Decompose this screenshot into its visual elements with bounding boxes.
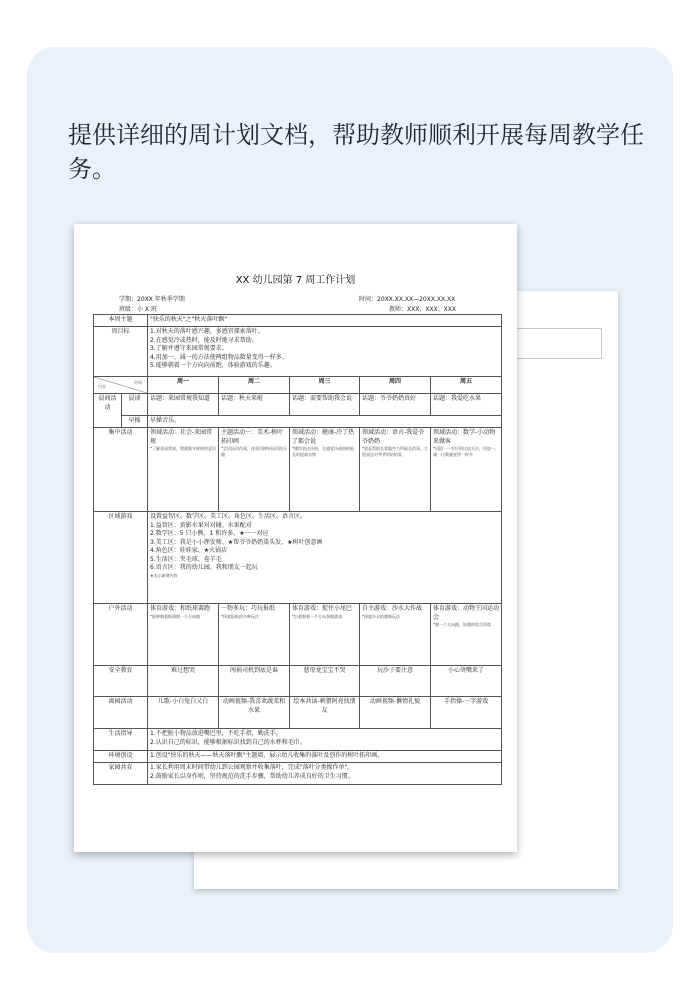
talk-fri: 话题：我爱吃水果 [431, 394, 502, 416]
morning-label: 晨间活动 [94, 394, 122, 428]
zone-item: 2.数学区：5 只小熊、1 和许多、★一一对应 [150, 530, 269, 537]
group-title: 领域活动：数学-小动物来做客 [433, 429, 496, 445]
outdoor-row [94, 604, 502, 666]
outdoor-note: *探索沙水的趣味玩法 [362, 613, 401, 619]
safety-thu: 玩沙子要注意 [360, 666, 431, 697]
group-activity-row [94, 428, 502, 512]
talk-tue: 话题：秋天来啦 [219, 394, 290, 416]
teacher-label: 教师：XXX、XXX、XXX [389, 306, 456, 313]
morning-talk-row [94, 394, 502, 416]
group-title: 领域活动：语言-我爱爷爷奶奶 [362, 429, 425, 445]
talk-mon: 话题：来园常规我知道 [148, 394, 219, 416]
leave-mon: 儿歌-小白兔白又白 [148, 697, 219, 729]
time-label: 时间：20XX.XX.XX—20XX.XX.XX [359, 296, 456, 303]
env-label: 环境创设 [94, 751, 148, 763]
morning-exercise-row [94, 416, 502, 428]
talk-label: 晨谈 [122, 394, 148, 416]
group-note: *了解来园常规，增强集守规则的意识 [150, 446, 217, 451]
zone-item: 6.语言区：我的幼儿园、我和朋友一起玩 [150, 564, 258, 571]
group-mon [148, 428, 219, 512]
outdoor-wed [290, 604, 360, 666]
theme-label: 本周主题 [94, 315, 148, 327]
goal-item: 2.在感觉冷或热时，能及时地寻求帮助。 [150, 336, 258, 344]
group-note: *尝试拓印作画，体验用树叶拓印的乐趣 [221, 446, 288, 457]
home-row [94, 763, 502, 785]
days-header-row [94, 377, 502, 394]
outdoor-note: *能够朝着纸球朝一个方向跑 [150, 613, 201, 619]
goals-label: 周目标 [94, 327, 148, 377]
talk-thu: 话题：爷爷奶奶真好 [360, 394, 431, 416]
life-row [94, 729, 502, 751]
back-page-box [516, 328, 602, 359]
outdoor-title: 体育游戏：和纸球赛跑 [150, 605, 211, 612]
leave-thu: 动画视频-懒惰礼貌 [360, 697, 431, 729]
group-label: 集中活动 [94, 428, 148, 512]
life-item: 1.不把脏小物品放进嘴巴里，不吃手指，勤洗手。 [150, 730, 282, 737]
zone-item: 4.角色区：娃娃家、★火锅店 [150, 547, 228, 554]
talk-wed: 话题：需要帮助我会说 [290, 394, 360, 416]
zone-item: 设置益智区、数学区、美工区、角色区、生活区、语言区。 [150, 513, 307, 520]
home-item: 2.鼓励家长以身作则，坚持规范的洗手步骤，帮助幼儿养成良好的卫生习惯。 [150, 772, 354, 780]
outdoor-title: 自主游戏：沙水大作战 [362, 605, 423, 612]
leave-wed: 绘本共读-刺猬阿亮找朋友 [290, 697, 360, 729]
leave-row [94, 697, 502, 729]
outdoor-tue [219, 604, 290, 666]
exercise-label: 早操 [122, 416, 148, 428]
day-fri: 周五 [431, 377, 502, 394]
outdoor-note: *朝一个方向跑，钻爬的综合训练 [433, 622, 492, 627]
zone-footnote: ★表示新增内容 [150, 572, 178, 578]
safety-row [94, 666, 502, 697]
group-title: 主题活动一：美术-树叶拓印画 [221, 429, 284, 445]
life-cell [148, 729, 502, 751]
outdoor-label: 户外活动 [94, 604, 148, 666]
zone-label: 区域游戏 [94, 512, 148, 604]
class-label: 班级：小 X 班 [119, 306, 157, 313]
day-thu: 周四 [360, 377, 431, 394]
env-row [94, 751, 502, 763]
goal-item: 3.了解并遵守来园常规要求。 [150, 345, 228, 352]
headline: 提供详细的周计划文档，帮助教师顺利开展每周教学任务。 [68, 121, 644, 183]
header-time: 时间 [134, 380, 143, 385]
day-wed: 周三 [290, 377, 360, 394]
leave-fri: 手指操-一字游戏 [431, 697, 502, 729]
safety-tue: 闯祸司机到底是谁 [219, 666, 290, 697]
goals-cell [148, 327, 502, 377]
zone-cell [148, 512, 502, 604]
outdoor-note: *沿着朝着一个方向奔跑游戏 [292, 613, 343, 619]
home-label: 家园共育 [94, 763, 148, 785]
life-item: 2.认识自己的标识，能够根据标识找到自己的水杯和毛巾。 [150, 738, 306, 746]
theme-value: "快乐的秋天"之"秋天落叶飘" [148, 315, 502, 327]
safety-wed: 慈母龙宝宝不哭 [290, 666, 360, 697]
diagonal-header-cell [94, 377, 148, 394]
leave-label: 离园活动 [94, 697, 148, 729]
env-value: 1.创设"快乐的秋天——秋天落叶飘"主题墙，展示幼儿收集的落叶及创作的树叶拓印画。 [148, 751, 502, 763]
theme-row [94, 315, 502, 327]
home-item: 1.家长利用周末时间带幼儿到公园观察并收集落叶，完成"落叶分类操作单"。 [150, 764, 354, 771]
group-title: 领域活动：社会-来园常规 [150, 429, 213, 445]
outdoor-note: *探索报纸的多种玩法 [221, 613, 260, 619]
outdoor-title: 体育游戏：捉住小尾巴 [292, 605, 353, 612]
group-note: *懂得表达冷热，在感觉冷或热时能及时提减衣物 [292, 446, 355, 457]
goal-item: 5.能够朝着一个方向向前跑，体验游戏的乐趣。 [150, 362, 276, 369]
day-mon: 周一 [148, 377, 219, 394]
group-fri [431, 428, 502, 512]
zone-item: 5.生活区：夹毛球、卷羊毛 [150, 555, 222, 563]
group-note: *愿意帮助长辈做些力所能及的事，大胆表达对爷爷奶奶的爱 [362, 446, 429, 457]
zone-item: 3.美工区：我是小小理发师、★帮爷爷奶奶染头发、★树叶创意画 [150, 538, 323, 546]
safety-mon: 难过想哭 [148, 666, 219, 697]
group-wed [290, 428, 360, 512]
semester-label: 学期：20XX 年秋季学期 [119, 296, 185, 303]
front-document-page [74, 224, 517, 852]
safety-label: 安全教育 [94, 666, 148, 697]
home-cell [148, 763, 502, 785]
header-content: 内容 [98, 383, 106, 389]
outdoor-mon [148, 604, 219, 666]
group-note: *巩固一一对应的比较方法，用加一、减一让数量变得一样多 [433, 446, 500, 457]
group-title: 领域活动：健康-冷了热了都会说 [292, 429, 355, 445]
group-tue [219, 428, 290, 512]
group-thu [360, 428, 431, 512]
life-label: 生活指导 [94, 729, 148, 751]
plan-table [93, 314, 502, 785]
goals-row [94, 327, 502, 377]
goal-item: 4.用加一、减一的方法使两组物品数量变得一样多。 [150, 353, 288, 361]
day-tue: 周二 [219, 377, 290, 394]
goal-item: 1.对秋天的落叶感兴趣，多感官探索落叶。 [150, 328, 264, 335]
outdoor-thu [360, 604, 431, 666]
zone-item: 1.益智区：黄影水果对对碰、水果配对 [150, 521, 252, 529]
outdoor-title: 体育游戏：动物王国运动会 [433, 605, 500, 621]
leave-tue: 动画视频-我喜欢蔬菜和水果 [219, 697, 290, 729]
exercise-value: 早操音乐。 [148, 416, 502, 428]
outdoor-title: 一物多玩：巧玩报纸 [221, 605, 276, 612]
zone-row [94, 512, 502, 604]
document-title: XX 幼儿园第 7 周工作计划 [235, 275, 356, 286]
outdoor-fri [431, 604, 502, 666]
safety-fri: 小心烫嘴来了 [431, 666, 502, 697]
